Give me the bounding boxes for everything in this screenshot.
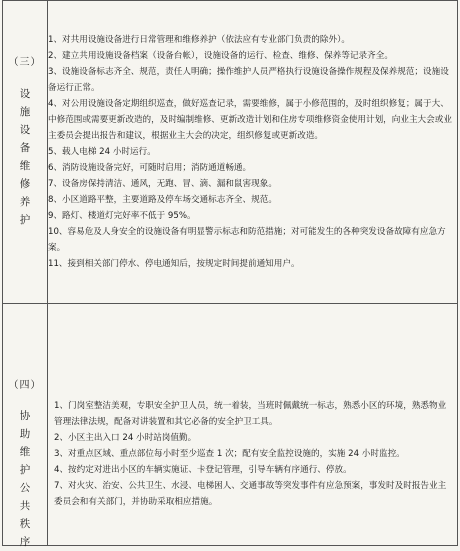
list-item: 2、建立共用设施设备档案（设备台帐），设施设备的运行、检查、维修、保养等记录齐全。 bbox=[48, 51, 393, 61]
section-title-char: 设 bbox=[19, 124, 31, 136]
section-number: （三） bbox=[8, 57, 42, 68]
section-title-char: 助 bbox=[19, 428, 31, 440]
list-item: 6、消防设施设备完好，可随时启用；消防通道畅通。 bbox=[48, 163, 252, 173]
list-item: 4、对公用设施设备定期组织巡查，做好巡查记录，需要维修，属于小修范围的，及时组织修复；属于大、中修范围或需要更新改造的，及时编制维修、更新改造计划和住房专项维修资金使用计划，向业主大会或业主委员会提出报告和建议，根据业主大会的决定，组织修复或更新改造。 bbox=[48, 99, 452, 141]
list-item: 2、小区主出入口 24 小时站岗值勤。 bbox=[54, 433, 197, 443]
section-title-char: 护 bbox=[19, 464, 31, 476]
section-title-char: 施 bbox=[19, 106, 31, 118]
section-title-char: 养 bbox=[19, 196, 31, 208]
list-item: 1、门岗室整洁美观，专职安全护卫人员，统一着装，当班时佩戴统一标志，熟悉小区的环境，熟悉物业管理法律法规，配备对讲装置和其它必备的安全护卫工具。 bbox=[54, 401, 447, 427]
service-standard-table bbox=[2, 0, 458, 546]
section-title-char: 备 bbox=[19, 142, 31, 154]
section-title-char: 护 bbox=[19, 214, 31, 226]
section-title-char: 维 bbox=[19, 160, 31, 172]
section-row-facility-maintenance bbox=[3, 1, 458, 304]
section-title-char: 序 bbox=[19, 536, 31, 548]
list-item: 3、设施设备标志齐全、规范，责任人明确；操作维护人员严格执行设施设备操作规程及保养规范；设施设备运行正常。 bbox=[48, 67, 449, 93]
section-title-char: 设 bbox=[19, 88, 31, 100]
section-number: （四） bbox=[8, 380, 42, 391]
section-content-cell bbox=[48, 1, 458, 304]
list-item: 8、小区道路平整，主要道路及停车场交通标志齐全、规范。 bbox=[48, 195, 277, 205]
list-item: 11、接到相关部门停水、停电通知后，按规定时间提前通知用户。 bbox=[48, 259, 300, 269]
section-title bbox=[3, 85, 47, 229]
section-title-char: 秩 bbox=[19, 518, 31, 530]
section-label-cell bbox=[3, 304, 48, 546]
list-item: 9、路灯、楼道灯完好率不低于 95%。 bbox=[48, 211, 196, 221]
list-item: 4、按约定对进出小区的车辆实施证、卡登记管理，引导车辆有序通行、停放。 bbox=[54, 465, 352, 475]
section-title-char: 修 bbox=[19, 178, 31, 190]
section-title-char: 公 bbox=[19, 482, 31, 494]
section-content-cell bbox=[48, 304, 458, 546]
list-item: 5、载人电梯 24 小时运行。 bbox=[48, 147, 156, 157]
section-title-char: 维 bbox=[19, 446, 31, 458]
section-title bbox=[3, 407, 47, 551]
section-title-char: 共 bbox=[19, 500, 31, 512]
list-item: 3、对重点区域、重点部位每小时至少巡查 1 次；配有安全监控设施的，实施 24 小时监控。 bbox=[54, 449, 405, 459]
list-item: 10、容易危及人身安全的设施设备有明显警示标志和防范措施；对可能发生的各种突发设备故障有应急方案。 bbox=[48, 227, 446, 253]
section-label-cell bbox=[3, 1, 48, 304]
section-title-char: 协 bbox=[19, 410, 31, 422]
list-item: 7、对火灾、治安、公共卫生、水浸、电梯困人、交通事故等突发事件有应急预案，事发时及时报告业主委员会和有关部门，并协助采取相应措施。 bbox=[54, 481, 447, 507]
list-item: 1、对共用设施设备进行日常管理和维修养护（依法应有专业部门负责的除外）。 bbox=[48, 35, 350, 45]
section-row-public-order bbox=[3, 304, 458, 546]
list-item: 7、设备房保持清洁、通风，无跑、冒、滴、漏和鼠害现象。 bbox=[48, 179, 277, 189]
